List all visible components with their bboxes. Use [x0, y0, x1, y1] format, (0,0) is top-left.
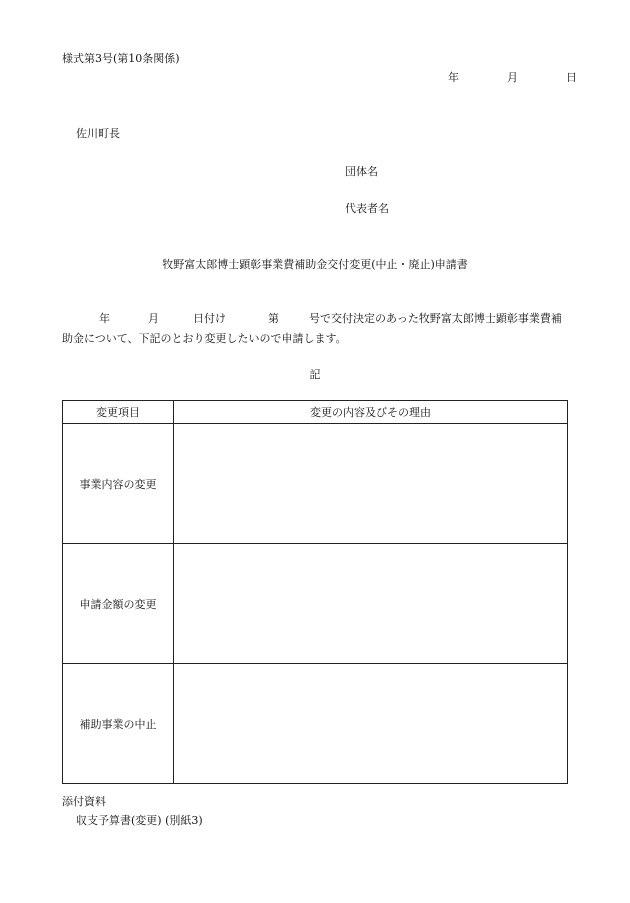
body-number-prefix: 第	[268, 312, 279, 325]
attachment-item: 収支予算書(変更) (別紙3)	[76, 814, 203, 827]
table-row	[63, 424, 568, 544]
date-line	[448, 69, 577, 85]
document-title: 牧野富太郎博士顕彰事業費補助金交付変更(中止・廃止)申請書	[162, 258, 468, 271]
row-content-cell[interactable]	[174, 424, 568, 544]
table-header-row	[63, 401, 568, 424]
body-paragraph	[62, 309, 572, 349]
ki-heading: 記	[309, 368, 321, 381]
row-content-cell[interactable]	[174, 664, 568, 784]
row-item-label: 補助事業の中止	[63, 664, 174, 784]
change-table	[62, 400, 568, 784]
row-item-label: 事業内容の変更	[63, 424, 174, 544]
body-rest: 号で交付決定のあった牧野富太郎博士顕彰事業費補助金について、下記のとおり変更したいので申請します。	[62, 312, 562, 345]
row-item-label: 申請金額の変更	[63, 544, 174, 664]
body-month: 月	[148, 312, 159, 325]
recipient: 佐川町長	[76, 127, 120, 140]
date-day: 日	[566, 71, 577, 84]
table-row	[63, 544, 568, 664]
organization-name-label: 団体名	[345, 165, 378, 178]
body-date-suffix: 日付け	[193, 312, 226, 325]
representative-name-label: 代表者名	[345, 202, 389, 215]
header-change-item: 変更項目	[63, 401, 174, 424]
attachments-title: 添付資料	[62, 795, 106, 808]
row-content-cell[interactable]	[174, 544, 568, 664]
date-month: 月	[507, 71, 518, 84]
body-year: 年	[99, 312, 110, 325]
date-year: 年	[448, 71, 459, 84]
header-change-content: 変更の内容及びその理由	[174, 401, 568, 424]
form-number: 様式第3号(第10条関係)	[62, 52, 180, 65]
table-row	[63, 664, 568, 784]
